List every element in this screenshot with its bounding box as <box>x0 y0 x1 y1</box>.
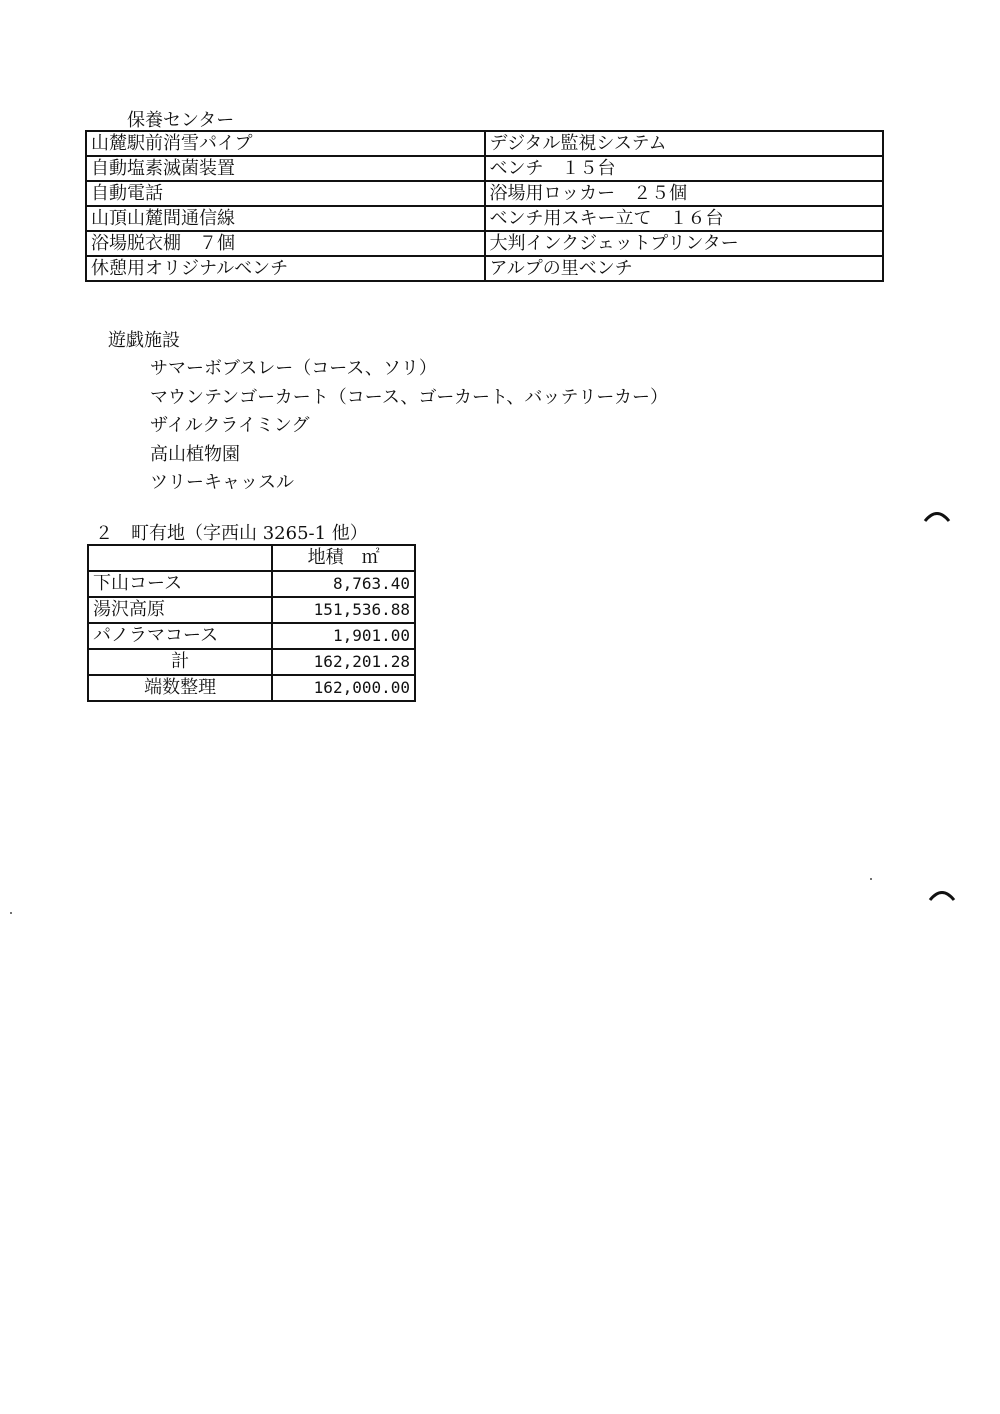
list-item: マウンテンゴーカート（コース、ゴーカート、バッテリーカー） <box>150 386 669 408</box>
table-cell: アルプの里ベンチ <box>485 256 884 281</box>
rounded-row <box>88 675 415 701</box>
table-cell: ベンチ用スキー立て １６台 <box>485 206 884 231</box>
punch-hole-mark-icon <box>923 508 951 522</box>
total-label: 計 <box>88 649 272 675</box>
total-area: 162,201.28 <box>272 649 415 675</box>
table-cell: 大判インクジェットプリンター <box>485 231 884 256</box>
name-column-header <box>88 545 272 571</box>
table-cell: デジタル監視システム <box>485 131 884 156</box>
table-row <box>86 181 883 206</box>
list-item: サマーボブスレー（コース、ソリ） <box>150 358 437 379</box>
land-name: パノラマコース <box>88 623 272 649</box>
play-facilities-heading: 遊戯施設 <box>108 330 180 351</box>
table-header-row <box>88 545 415 571</box>
table-cell: ベンチ １５台 <box>485 156 884 181</box>
town-land-heading: ２ 町有地（字西山 3265-1 他） <box>95 523 368 544</box>
list-item: ザイルクライミング <box>150 415 310 436</box>
play-facilities-list <box>150 355 668 498</box>
land-area: 8,763.40 <box>272 571 415 597</box>
scan-speck <box>10 912 12 914</box>
table-row <box>86 131 883 156</box>
area-column-header: 地積 ㎡ <box>272 545 415 571</box>
table-row <box>88 597 415 623</box>
list-item: 高山植物園 <box>150 443 240 465</box>
land-name: 湯沢高原 <box>88 597 272 623</box>
land-area: 151,536.88 <box>272 597 415 623</box>
rounded-area: 162,000.00 <box>272 675 415 701</box>
table-cell: 自動電話 <box>86 181 485 206</box>
total-row <box>88 649 415 675</box>
table-row <box>86 256 883 281</box>
land-name: 下山コース <box>88 571 272 597</box>
table-cell: 山頂山麓間通信線 <box>86 206 485 231</box>
scan-speck <box>870 878 872 880</box>
table-cell: 浴場脱衣棚 ７個 <box>86 231 485 256</box>
table-cell: 自動塩素滅菌装置 <box>86 156 485 181</box>
table-row <box>86 156 883 181</box>
table-row <box>88 623 415 649</box>
table-row <box>88 571 415 597</box>
table-row <box>86 231 883 256</box>
rounded-label: 端数整理 <box>88 675 272 701</box>
land-area: 1,901.00 <box>272 623 415 649</box>
facility-section-heading: 保養センター <box>127 110 235 131</box>
table-row <box>86 206 883 231</box>
table-cell: 浴場用ロッカー ２５個 <box>485 181 884 206</box>
land-area-table <box>87 544 416 702</box>
table-cell: 山麓駅前消雪パイプ <box>86 131 485 156</box>
list-item: ツリーキャッスル <box>150 472 294 493</box>
punch-hole-mark-icon <box>928 887 956 901</box>
table-cell: 休憩用オリジナルベンチ <box>86 256 485 281</box>
facility-equipment-table <box>85 130 884 282</box>
